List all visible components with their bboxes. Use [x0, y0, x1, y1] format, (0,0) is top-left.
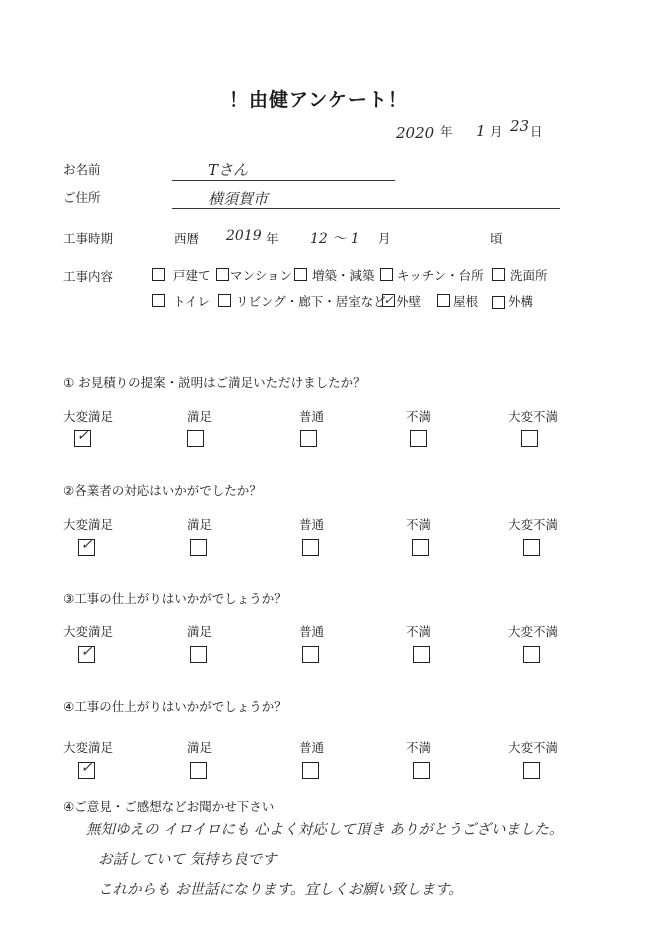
survey-title: ！由健アンケート！ [229, 89, 408, 111]
comment-line-1: 無知ゆえの イロイロにも 心よく対応して頂き ありがとうございました。 [86, 822, 564, 838]
checkbox[interactable] [216, 268, 229, 281]
rating-checkbox[interactable] [190, 646, 207, 663]
scale-label: 大変満足 [63, 517, 114, 532]
rating-checkbox[interactable] [300, 430, 317, 447]
scale-label: 大変不満 [508, 740, 559, 755]
checkbox[interactable] [294, 268, 307, 281]
date-month-unit: 月 [490, 124, 503, 139]
rating-checkbox[interactable] [187, 430, 204, 447]
name-underline [172, 180, 395, 181]
scale-label: 不満 [406, 409, 432, 424]
rating-checkbox[interactable] [413, 762, 430, 779]
name-value: Tさん [208, 161, 249, 179]
check-mark-icon: ✓ [80, 537, 93, 553]
comment-line-3: これからも お世話になります。宜しくお願い致します。 [98, 882, 463, 898]
rating-checkbox[interactable] [523, 539, 540, 556]
rating-checkbox[interactable] [412, 539, 429, 556]
work-option-label: 外壁 [396, 294, 422, 309]
checkbox[interactable] [152, 268, 165, 281]
rating-checkbox-checked[interactable] [78, 539, 95, 556]
date-day-unit: 日 [530, 124, 543, 139]
question-text: ④工事の仕上がりはいかがでしょうか？ [63, 699, 287, 714]
scale-label: 不満 [406, 517, 432, 532]
rating-checkbox[interactable] [302, 762, 319, 779]
rating-checkbox[interactable] [413, 646, 430, 663]
question-text: ① お見積りの提案・説明はご満足いただけましたか？ [63, 375, 366, 390]
question-text: ②各業者の対応はいかがでしたか？ [63, 483, 262, 498]
rating-checkbox[interactable] [190, 762, 207, 779]
question-text: ③工事の仕上がりはいかがでしょうか？ [63, 591, 287, 606]
scale-label: 不満 [406, 624, 432, 639]
date-day: 23 [510, 117, 530, 135]
work-option-label: マンション [230, 268, 292, 283]
scale-label: 大変不満 [508, 409, 559, 424]
rating-checkbox[interactable] [523, 646, 540, 663]
check-mark-icon: ✓ [80, 644, 93, 660]
checkbox[interactable] [492, 296, 505, 309]
checkbox[interactable] [218, 294, 231, 307]
check-mark-icon: ✓ [383, 293, 394, 307]
date-year: 2020 [396, 124, 435, 142]
rating-checkbox[interactable] [190, 539, 207, 556]
period-suffix: 頃 [490, 231, 503, 246]
checkbox[interactable] [492, 268, 505, 281]
rating-checkbox-checked[interactable] [74, 430, 91, 447]
scale-label: 普通 [299, 409, 325, 424]
scale-label: 大変満足 [63, 624, 114, 639]
work-option-label: 屋根 [453, 294, 479, 309]
rating-checkbox[interactable] [521, 430, 538, 447]
period-range: 12 〜 1 [310, 231, 360, 247]
scale-label: 大変満足 [63, 409, 114, 424]
work-label: 工事内容 [63, 269, 114, 284]
work-option-label: キッチン・台所 [397, 268, 484, 283]
period-year-unit: 年 [266, 231, 279, 246]
work-option-label: 戸建て [173, 268, 211, 283]
scale-label: 不満 [406, 740, 432, 755]
scale-label: 大変満足 [63, 740, 114, 755]
checkbox[interactable] [152, 294, 165, 307]
address-label: ご住所 [63, 190, 101, 205]
scale-label: 普通 [299, 740, 325, 755]
checkbox-checked[interactable] [382, 294, 395, 307]
check-mark-icon: ✓ [80, 760, 93, 776]
rating-checkbox[interactable] [302, 646, 319, 663]
date-month: 1 [476, 122, 486, 140]
scale-label: 普通 [299, 624, 325, 639]
rating-checkbox[interactable] [410, 430, 427, 447]
period-year: 2019 [226, 228, 262, 244]
scale-label: 満足 [187, 624, 213, 639]
period-month-unit: 月 [378, 231, 391, 246]
checkbox[interactable] [380, 268, 393, 281]
scale-label: 普通 [299, 517, 325, 532]
comments-label: ④ご意見・ご感想などお聞かせ下さい [63, 799, 275, 814]
address-value: 横須賀市 [208, 190, 269, 208]
rating-checkbox[interactable] [523, 762, 540, 779]
work-option-label: トイレ [173, 294, 210, 309]
rating-checkbox-checked[interactable] [78, 646, 95, 663]
scale-label: 満足 [187, 740, 213, 755]
period-label: 工事時期 [63, 231, 114, 246]
check-mark-icon: ✓ [76, 428, 89, 444]
address-underline [172, 208, 560, 209]
scale-label: 満足 [187, 517, 213, 532]
rating-checkbox[interactable] [302, 539, 319, 556]
comment-line-2: お話していて 気持ち良です [98, 852, 277, 868]
work-option-label: リビング・廊下・居室など [236, 294, 386, 309]
scale-label: 大変不満 [508, 624, 559, 639]
scale-label: 満足 [187, 409, 213, 424]
name-label: お名前 [63, 162, 101, 177]
date-year-unit: 年 [440, 124, 453, 139]
scale-label: 大変不満 [508, 517, 559, 532]
work-option-label: 外構 [508, 294, 534, 309]
period-era: 西暦 [174, 231, 200, 246]
work-option-label: 増築・減築 [312, 268, 375, 283]
rating-checkbox-checked[interactable] [78, 762, 95, 779]
checkbox[interactable] [437, 294, 450, 307]
work-option-label: 洗面所 [510, 268, 548, 283]
